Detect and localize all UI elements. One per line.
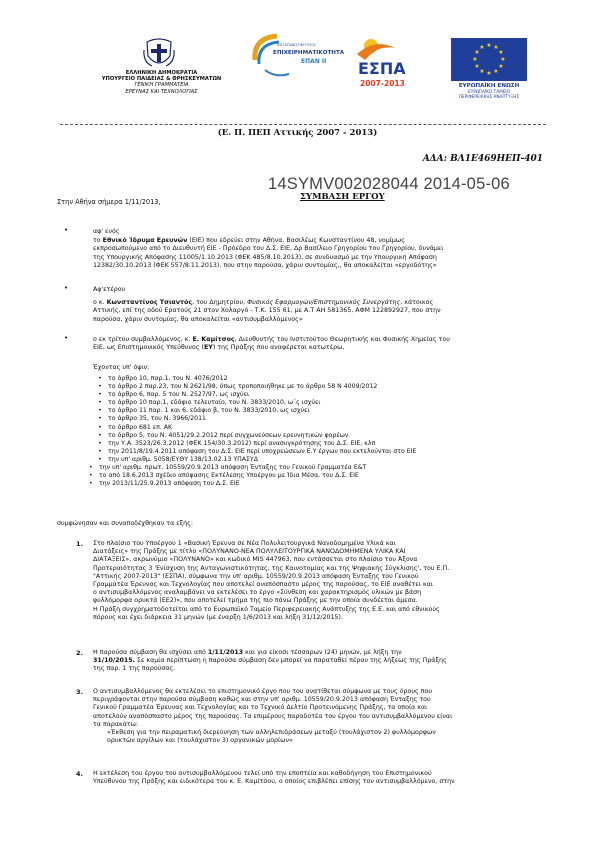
clause-4 bbox=[93, 770, 545, 786]
intro-date: Στην Αθήνα σήμερα 1/11/2013, bbox=[57, 198, 161, 206]
ministry-header bbox=[94, 70, 229, 95]
party-1-line: της Υπουργικής Απόφασης 11005/1.10.2013 (ΦΕΚ 485/8.10.2013), σε συνδυασμό με την Υπουργική Απόφαση bbox=[93, 253, 437, 261]
espa-main-text: ΕΣΠΑ bbox=[358, 59, 406, 78]
gov-line-2: ΥΠΟΥΡΓΕΙΟ ΠΑΙΔΕΙΑΣ & ΘΡΗΣΚΕΥΜΑΤΩΝ bbox=[101, 76, 222, 83]
list-item: • την 2013/11/25.9.2013 απόφαση του Δ.Σ. ΕΙΕ bbox=[81, 480, 416, 488]
gov-line-1: ΕΛΛΗΝΙΚΗ ΔΗΜΟΚΡΑΤΙΑ bbox=[125, 70, 198, 76]
svg-text:★: ★ bbox=[498, 63, 504, 70]
list-item: • το άρθρο 6, παρ. 5 του Ν. 2527/97, ως ισχύει bbox=[90, 391, 416, 399]
deliverable-quote: «Έκθεση για την πειραματική διερεύνηση των αλληλεπιδράσεων μεταξύ (τουλάχιστον 2) φυλλόμορφων bbox=[107, 729, 436, 737]
clause-line: Προτεραιότητας 3 'Ενίσχυση της Ανταγωνιστικότητας, της Καινοτομίας και της Ψηφιακής Σύγκλισης', του Ε.Π. bbox=[93, 564, 450, 572]
party-1-line: 12382/30.10.2013 (ΦΕΚ 557/8.11.2013), που στην παρούσα, χάριν συντομίας,, θα αποκαλείται «εργοδότης» bbox=[93, 261, 437, 269]
list-item: • την υπ' αριθμ. 5058/ΕΥΘΥ 138/13.02.13 ΥΠΑΣΥΔ bbox=[90, 456, 416, 464]
clause-line: ΔΙΑΤΑΞΕΙΣ», ακρωνύμιο «ΠΟΛΥΝΑΝΟ» και κωδικό MIS 447963, που εντάσσεται στο πλαίσιο του Άξονα bbox=[93, 556, 418, 564]
party-3-role: ΕΥ bbox=[203, 344, 213, 352]
eu-flag-icon bbox=[451, 38, 527, 81]
epan-sub-text: ΕΠΑΝ ΙΙ bbox=[301, 58, 327, 65]
list-item: • την υπ' αριθμ. πρωτ. 10559/20.9.2013 απόφαση Ένταξης του Γενικού Γραμματέα Ε&Τ bbox=[81, 464, 416, 472]
party-3-text: , Διευθυντής του Ινστιτούτου Θεωρητικής και Φυσικής Χημείας του bbox=[234, 336, 450, 343]
clause-text: Σε καμία περίπτωση η παρούσα σύμβαση δεν μπορεί να παραταθεί πέραν της λήξεως της Πράξης bbox=[135, 657, 447, 665]
party-2-name: Κωνσταντίνος Τσιαντός bbox=[106, 299, 193, 307]
greek-emblem-logo bbox=[143, 36, 175, 70]
clause-line: Η Πράξη συγχρηματοδοτείται από το Ευρωπαϊκό Ταμείο Περιφερειακής Ανάπτυξης της Ε.Ε. και από εθνικούς bbox=[93, 605, 440, 613]
party-3-text: ΕΙΕ, ως Επιστημονικός Υπεύθυνος ( bbox=[93, 344, 204, 352]
party-1-label: αφ' ενός bbox=[93, 228, 120, 235]
list-item: • την 2011/8/19.4.2011 απόφαση του Δ.Σ. ΕΙΕ περί υποχρεώσεων Ε.Υ έργων που εκτελούνται στο ΕΙΕ bbox=[90, 448, 416, 456]
party-1-name: Εθνικό Ίδρυμα Ερευνών bbox=[102, 237, 188, 245]
espa-logo bbox=[355, 34, 411, 92]
party-3 bbox=[93, 336, 545, 352]
party-1 bbox=[93, 228, 545, 270]
party-2-line: παρούσα, χάριν συντομίας, θα αποκαλείται «αντισυμβαλλόμενος» bbox=[93, 315, 303, 323]
clause-line: Η εκτέλεση του έργου του αντισυμβαλλόμενου τελεί υπό την εποπτεία και καθοδήγηση του Επιστημονικού bbox=[93, 770, 432, 777]
clause-number: 2. bbox=[76, 649, 83, 657]
list-item: • το από 18.6.2013 σχέδιο απόφασης Εκτέλεσης Υποέργου με Ίδια Μέσα, του Δ.Σ. ΕΙΕ bbox=[81, 472, 416, 480]
party-2-text: , του Δημητρίου, bbox=[192, 299, 248, 307]
clause-line: ο αντισυμβαλλόμενος αναλαμβάνει να εκτελέσει το έργο «Σύνθεση και χαρακτηρισμός υλικών με βάση bbox=[93, 589, 422, 597]
bullet: • bbox=[64, 284, 69, 292]
clause-line: Διατάξεις» της Πράξης με τίτλο «ΠΟΛΥΝΑΝΟ-ΝΕΑ ΠΟΛΥΛΕΙΤΟΥΡΓΙΚΑ ΝΑΝΟΔΟΜΗΜΕΝΑ ΥΛΙΚΑ ΚΑΙ bbox=[93, 548, 406, 556]
party-3-name: Ε. Καμίτσος bbox=[192, 336, 235, 343]
gov-line-4: ΕΡΕΥΝΑΣ ΚΑΙ ΤΕΧΝΟΛΟΓΙΑΣ bbox=[125, 88, 198, 95]
clause-line: "Αττικής 2007-2013" (ΕΣΠΑ), σύμφωνα την υπ' αριθμ. 10559/20.9.2013 απόφαση Ένταξης του Γενικού bbox=[93, 572, 419, 580]
party-2-text: , κάτοικος bbox=[400, 299, 434, 307]
party-2-text: ο κ. bbox=[93, 299, 107, 307]
svg-text:★: ★ bbox=[486, 70, 492, 77]
eu-fund-line-1: ΕΥΡΩΠΑΪΚΟ ΤΑΜΕΙΟ bbox=[468, 89, 510, 94]
program-title: (Ε. Π. ΠΕΠ Αττικής 2007 - 2013) bbox=[217, 128, 378, 138]
list-item: • το άρθρο 5, του Ν. 4051/29.2.2012 περί συγχωνεύσεων ερευνητικών φορέων bbox=[90, 432, 416, 440]
espa-years-text: 2007-2013 bbox=[360, 79, 405, 88]
svg-text:★: ★ bbox=[486, 42, 492, 49]
clause-2 bbox=[93, 649, 545, 674]
header-divider bbox=[60, 124, 546, 125]
party-2-role: Φυσικός Εφαρμογών/Επιστημονικός Συνεργάτης bbox=[247, 299, 401, 307]
clause-number: 1. bbox=[76, 540, 83, 548]
eu-name: ΕΥΡΩΠΑΪΚΗ ΕΝΩΣΗ bbox=[458, 83, 520, 89]
clause-text: Η παρούσα σύμβαση θα ισχύσει από bbox=[93, 649, 208, 656]
clause-line: πόρους και έχει διάρκεια 31 μηνών (με έναρξη 1/6/2013 και λήξη 31/12/2015). bbox=[93, 613, 343, 621]
list-item: • το άρθρο 35, του Ν. 3966/2011 bbox=[90, 415, 416, 423]
registry-stamp: 14SYMV002028044 2014-05-06 bbox=[268, 175, 510, 193]
party-2-label: Αφ'ετέρου bbox=[93, 286, 126, 293]
party-1-text: το bbox=[93, 237, 103, 245]
party-1-text: (ΕΙΕ) που εδρεύει στην Αθήνα, Βασιλέως Κωνσταντίνου 48, νομίμως bbox=[187, 237, 405, 245]
party-3-text: ) της Πράξης που αναφέρεται κατωτέρω, bbox=[212, 344, 345, 352]
svg-text:★: ★ bbox=[479, 68, 485, 75]
clause-text: και για είκοσι τέσσαρων (24) μηνών, με λήξη την bbox=[243, 649, 402, 656]
clause-line: Στο πλαίσιο του Υποέργου 1 «Βασική Έρευνα σε Νέα Πολυλειτουργικά Νανοδομημένα Υλικά και bbox=[93, 540, 396, 547]
svg-text:★: ★ bbox=[474, 63, 480, 70]
list-item: • το άρθρο 10, παρ.1, του Ν. 4076/2012 bbox=[90, 375, 416, 383]
clause-number: 3. bbox=[76, 688, 83, 696]
svg-text:★: ★ bbox=[472, 56, 478, 63]
clause-number: 4. bbox=[76, 770, 83, 778]
party-3-text: ο εκ τρίτου συμβαλλόμενος, κ. bbox=[93, 336, 193, 343]
clause-line: Γραμματέα Έρευνας και Τεχνολογίας που αποτελεί αναπόσπαστο μέρος της παρούσας, το ΕΙΕ αναθέτει και bbox=[93, 581, 433, 589]
eu-logo bbox=[448, 38, 530, 108]
list-item: • την Υ.Α. 3523/26.3.2012 (ΦΕΚ 154/30.3.2012) περί ανασυγκρότησης του Δ.Σ. ΕΙΕ, κλπ bbox=[90, 440, 416, 448]
party-2 bbox=[93, 286, 545, 324]
list-item: • το άρθρο 10 παρ.1, εδάφιο τελευταίο, του Ν. 3833/2010, ω΄ς ισχύει bbox=[90, 399, 416, 407]
bullet: • bbox=[64, 334, 69, 342]
epan-logo bbox=[245, 30, 345, 82]
start-date: 1/11/2013 bbox=[207, 649, 244, 656]
clause-line: φυλλόμορφα ορυκτά (ΕΕ2)», που αποτελεί τμήμα της πιο πάνω Πράξης με την οποία συνδέεται άμεσα. bbox=[93, 597, 418, 605]
eu-fund-line-2: ΠΕΡΙΦΕΡΕΙΑΚΗΣ ΑΝΑΠΤΥΞΗΣ bbox=[458, 94, 520, 99]
clause-line: Υπεύθυνου της Πράξης και ειδικότερα του κ. Ε. Καμίτσου, ο οποίος επιβλέπει επίσης τον αντισυμβαλλόμενο, στην bbox=[93, 778, 455, 786]
svg-text:★: ★ bbox=[498, 49, 504, 56]
party-2-line: Αττικής, επί της οδού Ερατούς 21 στον Χολαργό - Τ.Κ. 155 61, με Α.Τ ΑΗ 581365, ΑΦΜ 122892927, που στην bbox=[93, 307, 441, 315]
svg-text:★: ★ bbox=[479, 44, 485, 51]
gov-line-3: ΓΕΝΙΚΗ ΓΡΑΜΜΑΤΕΙΑ bbox=[134, 82, 189, 89]
clause-3 bbox=[93, 688, 545, 745]
legal-basis-list bbox=[90, 375, 416, 488]
clause-line: Γενικού Γραμματέα Έρευνας και Τεχνολογίας και το Τεχνικό Δελτίο Προτεινόμενης Πράξης, τα οποία και bbox=[93, 704, 428, 712]
epan-top-text: ΑΝΤΑΓΩΝΙΣΤΙΚΟΤΗΤΑ bbox=[277, 43, 316, 47]
svg-text:★: ★ bbox=[474, 49, 480, 56]
contract-title: ΣΥΜΒΑΣΗ ΕΡΓΟΥ bbox=[300, 192, 385, 202]
clause-line: Ο αντισυμβαλλόμενος θα εκτελέσει το επιστημονικό έργο που του ανατίθεται σύμφωνα με τους όρους που bbox=[93, 688, 433, 695]
epan-main-text: ΕΠΙΧΕΙΡΗΜΑΤΙΚΟΤΗΤΑ bbox=[273, 50, 345, 56]
deliverable-quote: ορυκτών αργίλων και (τουλάχιστον 3) οργανικών μορίων» bbox=[107, 737, 293, 745]
svg-text:★: ★ bbox=[493, 68, 499, 75]
list-item: • το άρθρο 681 επ. ΑΚ bbox=[90, 424, 416, 432]
ada-code: ΑΔΑ: ΒΛ1Ε469ΗΕΠ-401 bbox=[422, 154, 543, 164]
clause-line: τα παρακάτω: bbox=[93, 720, 139, 728]
svg-text:★: ★ bbox=[493, 44, 499, 51]
list-item: • το άρθρο 11 παρ. 1 και 6, εδάφιο β, του Ν. 3833/2010, ως ισχύει bbox=[90, 407, 416, 415]
clause-line: περιγράφονται στην παρούσα σύμβαση καθώς και στην υπ' αριθμ. 10559/20.9.2013 απόφαση Ένταξης του bbox=[93, 696, 431, 704]
clause-1 bbox=[93, 540, 545, 622]
svg-text:★: ★ bbox=[500, 56, 506, 63]
clause-line: αποτελούν αναπόσπαστο μέρος της παρούσας. Τα επιμέρους παραδοτέα του έργου του αντισυμβαλλόμενου είναι bbox=[93, 712, 453, 720]
list-item: • το άρθρο 2 παρ.23, του Ν 2621/98, όπως τροποποιήθηκε με το άρθρο 58 Ν 4009/2012 bbox=[90, 383, 416, 391]
end-date: 31/10/2015. bbox=[93, 657, 136, 665]
bullet: • bbox=[64, 226, 69, 234]
clause-line: της παρ. 1 της παρούσας. bbox=[93, 665, 176, 673]
legal-intro: Έχοντας υπ' όψιν: bbox=[93, 364, 150, 371]
agreement-statement: συμφώνησαν και συναποδέχθηκαν τα εξής: bbox=[57, 520, 193, 527]
party-1-line: εκπροσωπούμενο από το Διευθυντή ΕΙΕ - Πρόεδρο του Δ.Σ. ΕΙΕ, Δρ Βασίλειο Γρηγορίου του Γρηγορίου, δυνάμει bbox=[93, 245, 444, 253]
